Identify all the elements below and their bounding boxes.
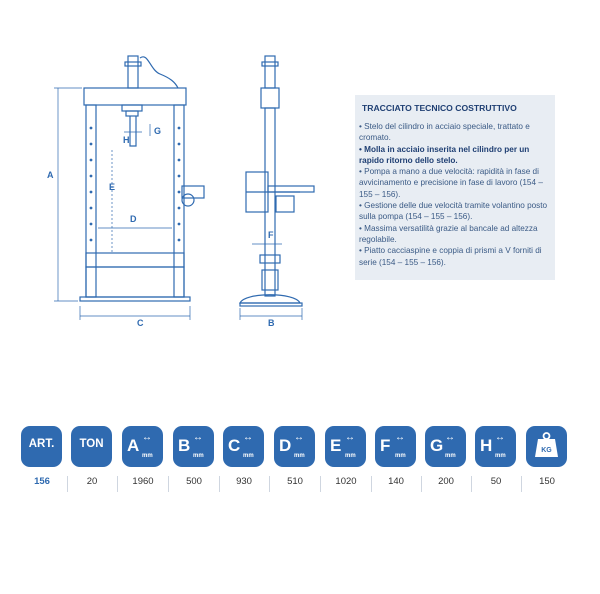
info-body bbox=[359, 121, 552, 268]
spec-header-row bbox=[17, 426, 583, 470]
badge-g-letter: G bbox=[430, 436, 444, 455]
value-a: 1960 bbox=[132, 476, 154, 487]
info-title: TRACCIATO TECNICO COSTRUTTIVO bbox=[362, 103, 517, 113]
front-view bbox=[80, 56, 204, 301]
dim-a-label: A bbox=[47, 170, 54, 180]
badge-kg bbox=[526, 426, 567, 467]
value-art: 156 bbox=[34, 476, 50, 487]
badge-mm: mm bbox=[142, 453, 153, 459]
dim-e-label: E bbox=[109, 182, 116, 192]
info-bullet-bold: • Molla in acciaio inserita nel cilindro per un rapido ritorno dello stelo. bbox=[359, 144, 530, 165]
badge-ton-label: TON bbox=[79, 438, 104, 450]
double-arrow-icon: ↔ bbox=[243, 432, 252, 443]
badge-e-letter: E bbox=[330, 436, 342, 455]
value-kg: 150 bbox=[539, 476, 555, 487]
value-c: 930 bbox=[236, 476, 252, 487]
info-bullet: • Pompa a mano a due velocità: rapidità in fase di avvicinamento e precisione in fase di lavoro (154 – 155 – 156). bbox=[359, 167, 543, 199]
double-arrow-icon: ↔ bbox=[445, 432, 454, 443]
spec-values-row bbox=[17, 474, 583, 496]
badge-h-letter: H bbox=[480, 436, 493, 455]
double-arrow-icon: ↔ bbox=[142, 432, 151, 443]
badge-mm: mm bbox=[345, 453, 356, 459]
badge-mm: mm bbox=[395, 453, 406, 459]
info-bullet: • Piatto cacciaspine e coppia di prismi a V forniti di serie (154 – 155 – 156). bbox=[359, 246, 542, 267]
badge-b-letter: B bbox=[178, 436, 191, 455]
value-f: 140 bbox=[388, 476, 404, 487]
value-g: 200 bbox=[438, 476, 454, 487]
badge-h bbox=[475, 426, 516, 467]
dim-c-label: C bbox=[137, 318, 144, 328]
badge-b bbox=[173, 426, 214, 467]
weight-icon bbox=[526, 426, 567, 467]
badge-d bbox=[274, 426, 315, 467]
dim-b-label: B bbox=[268, 318, 275, 328]
double-arrow-icon: ↔ bbox=[495, 432, 504, 443]
badge-f-letter: F bbox=[380, 436, 391, 455]
badge-kg-label: KG bbox=[541, 447, 552, 454]
value-ton: 20 bbox=[86, 476, 98, 487]
info-bullet bbox=[359, 144, 552, 167]
badge-d-letter: D bbox=[279, 436, 292, 455]
badge-a bbox=[122, 426, 163, 467]
badge-f bbox=[375, 426, 416, 467]
value-d: 510 bbox=[287, 476, 303, 487]
dim-h-label: H bbox=[123, 135, 130, 145]
badge-mm: mm bbox=[243, 453, 254, 459]
double-arrow-icon: ↔ bbox=[193, 432, 202, 443]
value-b: 500 bbox=[186, 476, 202, 487]
badge-mm: mm bbox=[193, 453, 204, 459]
dim-g-label: G bbox=[154, 126, 162, 136]
value-e: 1020 bbox=[335, 476, 357, 487]
info-bullet: • Stelo del cilindro in acciaio speciale, trattato e cromato. bbox=[359, 122, 530, 143]
badge-ton bbox=[71, 426, 112, 467]
badge-mm: mm bbox=[495, 453, 506, 459]
badge-g bbox=[425, 426, 466, 467]
double-arrow-icon: ↔ bbox=[395, 432, 404, 443]
badge-art-label: ART. bbox=[28, 438, 55, 450]
dim-d-label: D bbox=[130, 214, 137, 224]
double-arrow-icon: ↔ bbox=[294, 432, 303, 443]
value-h: 50 bbox=[490, 476, 502, 487]
badge-e bbox=[325, 426, 366, 467]
info-bullet: • Gestione delle due velocità tramite volantino posto sulla pompa (154 – 155 – 156). bbox=[359, 201, 548, 222]
badge-a-letter: A bbox=[127, 436, 140, 455]
info-bullet: • Massima versatilità grazie al bancale ad altezza regolabile. bbox=[359, 223, 538, 244]
badge-c-letter: C bbox=[228, 436, 241, 455]
badge-art bbox=[21, 426, 62, 467]
badge-mm: mm bbox=[445, 453, 456, 459]
badge-c bbox=[223, 426, 264, 467]
side-view bbox=[240, 56, 314, 306]
dim-f-label: F bbox=[268, 230, 274, 240]
badge-mm: mm bbox=[294, 453, 305, 459]
double-arrow-icon: ↔ bbox=[345, 432, 354, 443]
